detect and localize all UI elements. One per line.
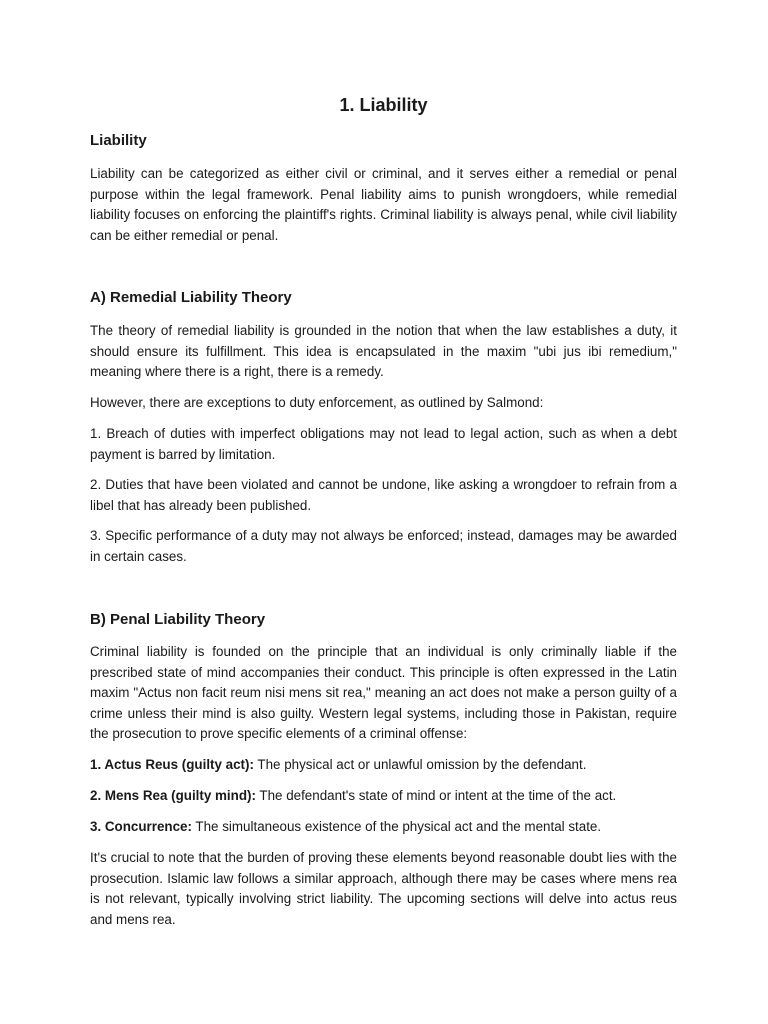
section-b-final-paragraph: It's crucial to note that the burden of proving these elements beyond reasonable doubt lies with the prosecution. Islamic law follows a similar approach, although there may be cases where mens rea is not relevant, typically involving strict liability. The upcoming sections will delve into actus reus and mens rea. bbox=[90, 850, 677, 927]
element-mens-rea bbox=[90, 786, 677, 807]
element-term: 1. Actus Reus (guilty act): bbox=[90, 757, 254, 772]
exception-item-1: 1. Breach of duties with imperfect obligations may not lead to legal action, such as when a debt payment is barred by limitation. bbox=[90, 426, 677, 462]
intro-heading: Liability bbox=[90, 132, 147, 149]
element-concurrence bbox=[90, 817, 677, 838]
section-b-paragraph-1: Criminal liability is founded on the principle that an individual is only criminally liable if the prescribed state of mind accompanies their conduct. This principle is often expressed in the Latin maxim "Actus non facit reum nisi mens sit rea," meaning an act does not make a person guilty of a crime unless their mind is also guilty. Western legal systems, including those in Pakistan, require the prosecution to prove specific elements of a criminal offense: bbox=[90, 644, 677, 741]
section-a-paragraph-2: However, there are exceptions to duty enforcement, as outlined by Salmond: bbox=[90, 395, 544, 410]
element-term: 3. Concurrence: bbox=[90, 819, 192, 834]
element-description: The simultaneous existence of the physical act and the mental state. bbox=[191, 819, 602, 834]
element-description: The defendant's state of mind or intent at the time of the act. bbox=[255, 788, 617, 803]
section-a-paragraph-1: The theory of remedial liability is grounded in the notion that when the law establishes a duty, it should ensure its fulfillment. This idea is encapsulated in the maxim "ubi jus ibi remedium," meaning where there is a right, there is a remedy. bbox=[90, 323, 677, 379]
section-a-heading: A) Remedial Liability Theory bbox=[90, 289, 292, 306]
intro-paragraph: Liability can be categorized as either civil or criminal, and it serves either a remedial or penal purpose within the legal framework. Penal liability aims to punish wrongdoers, while remedial liability focuses on enforcing the plaintiff's rights. Criminal liability is always penal, while civil liability can be either remedial or penal. bbox=[90, 166, 677, 243]
element-term: 2. Mens Rea (guilty mind): bbox=[90, 788, 256, 803]
element-actus-reus bbox=[90, 755, 677, 776]
document-title: 1. Liability bbox=[339, 95, 428, 115]
element-description: The physical act or unlawful omission by the defendant. bbox=[253, 757, 587, 772]
section-b-heading: B) Penal Liability Theory bbox=[90, 611, 266, 628]
exception-item-3: 3. Specific performance of a duty may not always be enforced; instead, damages may be awarded in certain cases. bbox=[90, 528, 677, 564]
exception-item-2: 2. Duties that have been violated and cannot be undone, like asking a wrongdoer to refrain from a libel that has already been published. bbox=[90, 477, 677, 513]
